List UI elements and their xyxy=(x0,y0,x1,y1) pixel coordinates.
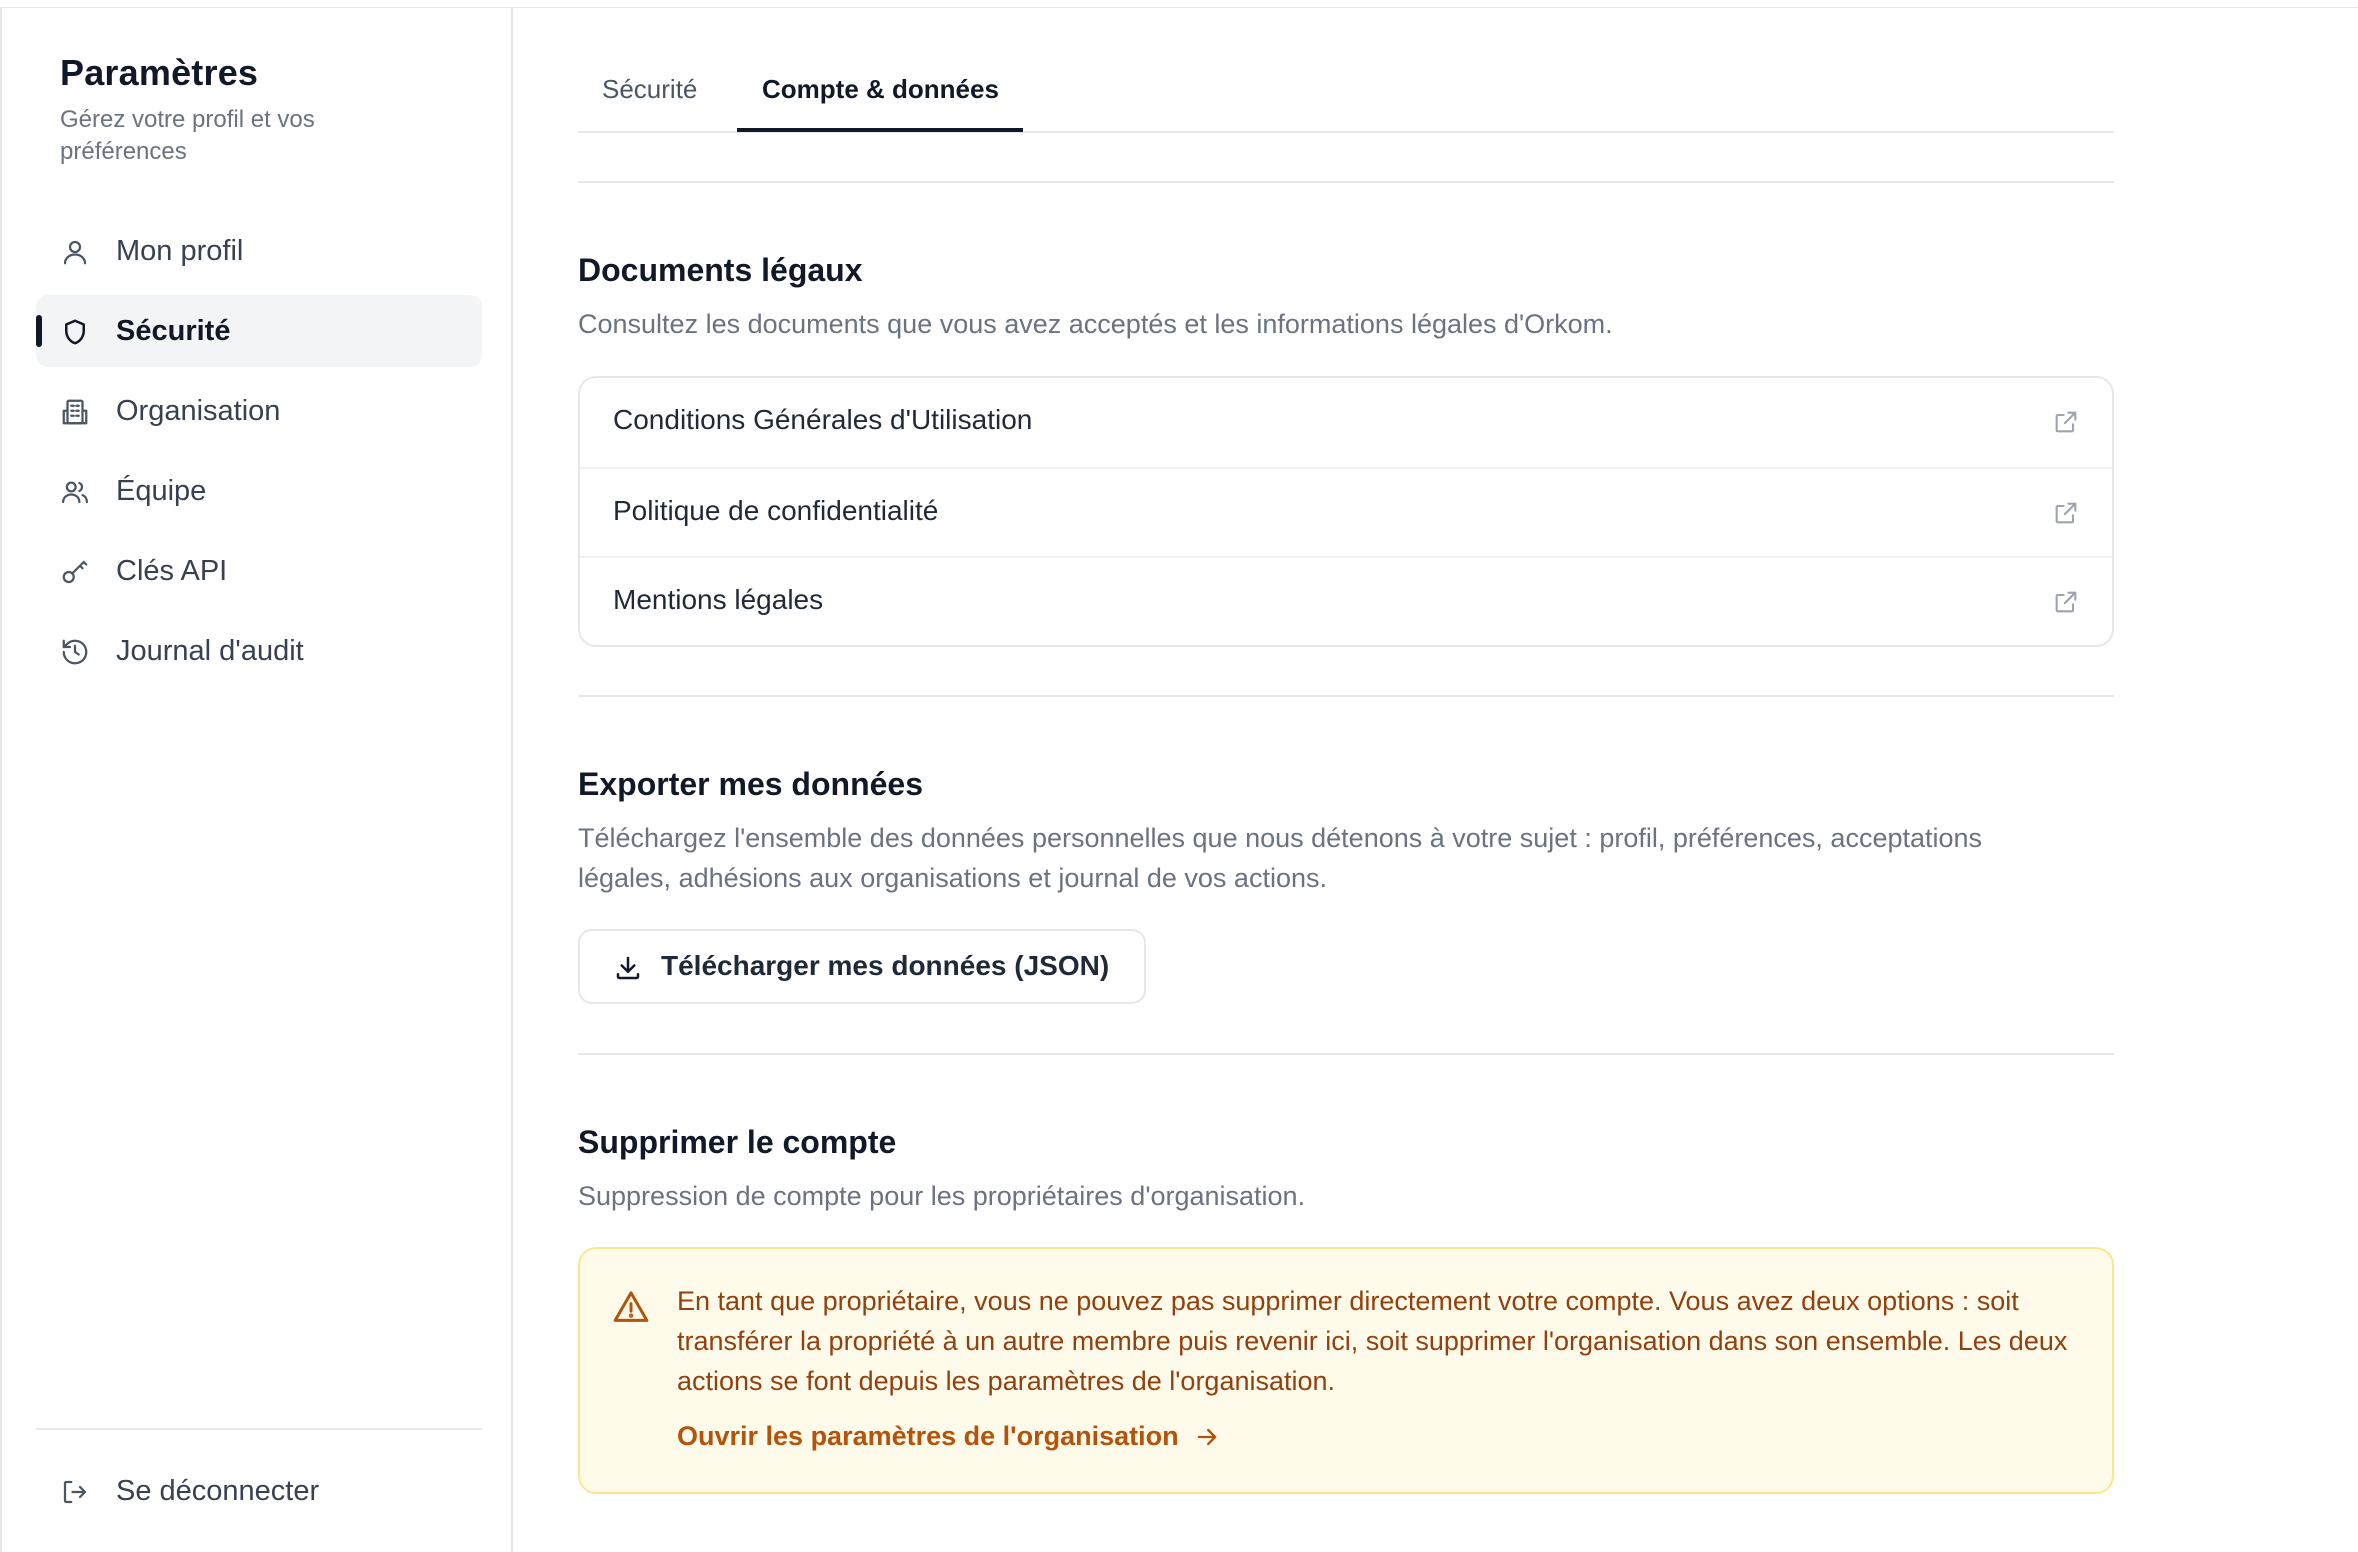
users-icon xyxy=(60,477,90,507)
tab-security[interactable]: Sécurité xyxy=(602,74,698,104)
shield-icon xyxy=(60,317,90,347)
legal-document-label: Politique de confidentialité xyxy=(613,495,939,526)
section-divider xyxy=(578,695,2114,697)
sidebar-item-security[interactable] xyxy=(36,295,482,367)
sidebar-subtitle: Gérez votre profil et vos préférences xyxy=(60,106,315,165)
warning-text: En tant que propriétaire, vous ne pouvez pas supprimer directement votre compte. Vous avez deux options : soit transférer la propriété à un autre membre puis revenir ici, soit supprimer l'organisation dans son ensemble. Les deux actions se font depuis les paramètres de l'organisation. xyxy=(677,1286,2068,1396)
sidebar-item-api-keys[interactable] xyxy=(36,535,482,607)
external-link-icon xyxy=(2052,588,2080,616)
building-icon xyxy=(60,397,90,427)
legal-document-row[interactable] xyxy=(580,556,2112,645)
sidebar-item-profile[interactable] xyxy=(36,215,482,287)
external-link-icon xyxy=(2052,499,2080,527)
sidebar-item-label: Équipe xyxy=(116,475,207,507)
section-divider xyxy=(578,1053,2114,1055)
logout-button[interactable] xyxy=(36,1455,482,1527)
delete-section-title: Supprimer le compte xyxy=(578,1124,897,1160)
download-data-label: Télécharger mes données (JSON) xyxy=(661,950,1110,981)
logout-icon xyxy=(60,1477,90,1507)
section-divider xyxy=(578,181,2114,183)
owner-warning-alert xyxy=(578,1247,2114,1494)
sidebar-item-label: Clés API xyxy=(116,555,228,587)
settings-sidebar xyxy=(0,8,513,1552)
tab-bar xyxy=(578,8,2114,133)
user-icon xyxy=(60,237,90,267)
sidebar-divider xyxy=(36,1428,482,1430)
open-organisation-settings-link[interactable] xyxy=(677,1421,1221,1452)
sidebar-item-label: Journal d'audit xyxy=(116,635,304,667)
arrow-right-icon xyxy=(1193,1423,1221,1451)
legal-document-row[interactable] xyxy=(580,378,2112,467)
warning-triangle-icon xyxy=(611,1287,651,1327)
sidebar-item-organisation[interactable] xyxy=(36,375,482,447)
key-icon xyxy=(60,557,90,587)
export-section-title: Exporter mes données xyxy=(578,766,923,802)
sidebar-item-team[interactable] xyxy=(36,455,482,527)
legal-section-description: Consultez les documents que vous avez acceptés et les informations légales d'Orkom. xyxy=(578,309,1613,339)
open-organisation-settings-label: Ouvrir les paramètres de l'organisation xyxy=(677,1421,1179,1451)
external-link-icon xyxy=(2052,408,2080,436)
sidebar-item-label: Sécurité xyxy=(116,315,231,347)
sidebar-item-audit-log[interactable] xyxy=(36,615,482,687)
sidebar-item-label: Mon profil xyxy=(116,235,244,267)
legal-document-row[interactable] xyxy=(580,467,2112,556)
download-icon xyxy=(613,953,643,983)
delete-section-description: Suppression de compte pour les propriétaires d'organisation. xyxy=(578,1181,1306,1211)
legal-document-label: Mentions légales xyxy=(613,584,824,615)
history-icon xyxy=(60,637,90,667)
download-data-button[interactable] xyxy=(578,929,1146,1004)
sidebar-title: Paramètres xyxy=(60,52,259,93)
sidebar-item-label: Organisation xyxy=(116,395,281,427)
legal-documents-list xyxy=(578,376,2114,647)
legal-document-label: Conditions Générales d'Utilisation xyxy=(613,404,1033,435)
tab-account-data[interactable]: Compte & données xyxy=(762,74,999,104)
export-section-description: Téléchargez l'ensemble des données personnelles que nous détenons à votre sujet : profil, préférences, acceptations légales, adhésions aux organisations et journal de vos actions. xyxy=(578,823,1983,893)
active-tab-underline xyxy=(737,128,1023,132)
logout-label: Se déconnecter xyxy=(116,1475,320,1507)
legal-section-title: Documents légaux xyxy=(578,252,863,288)
top-border xyxy=(0,0,2358,8)
active-indicator xyxy=(36,315,42,347)
